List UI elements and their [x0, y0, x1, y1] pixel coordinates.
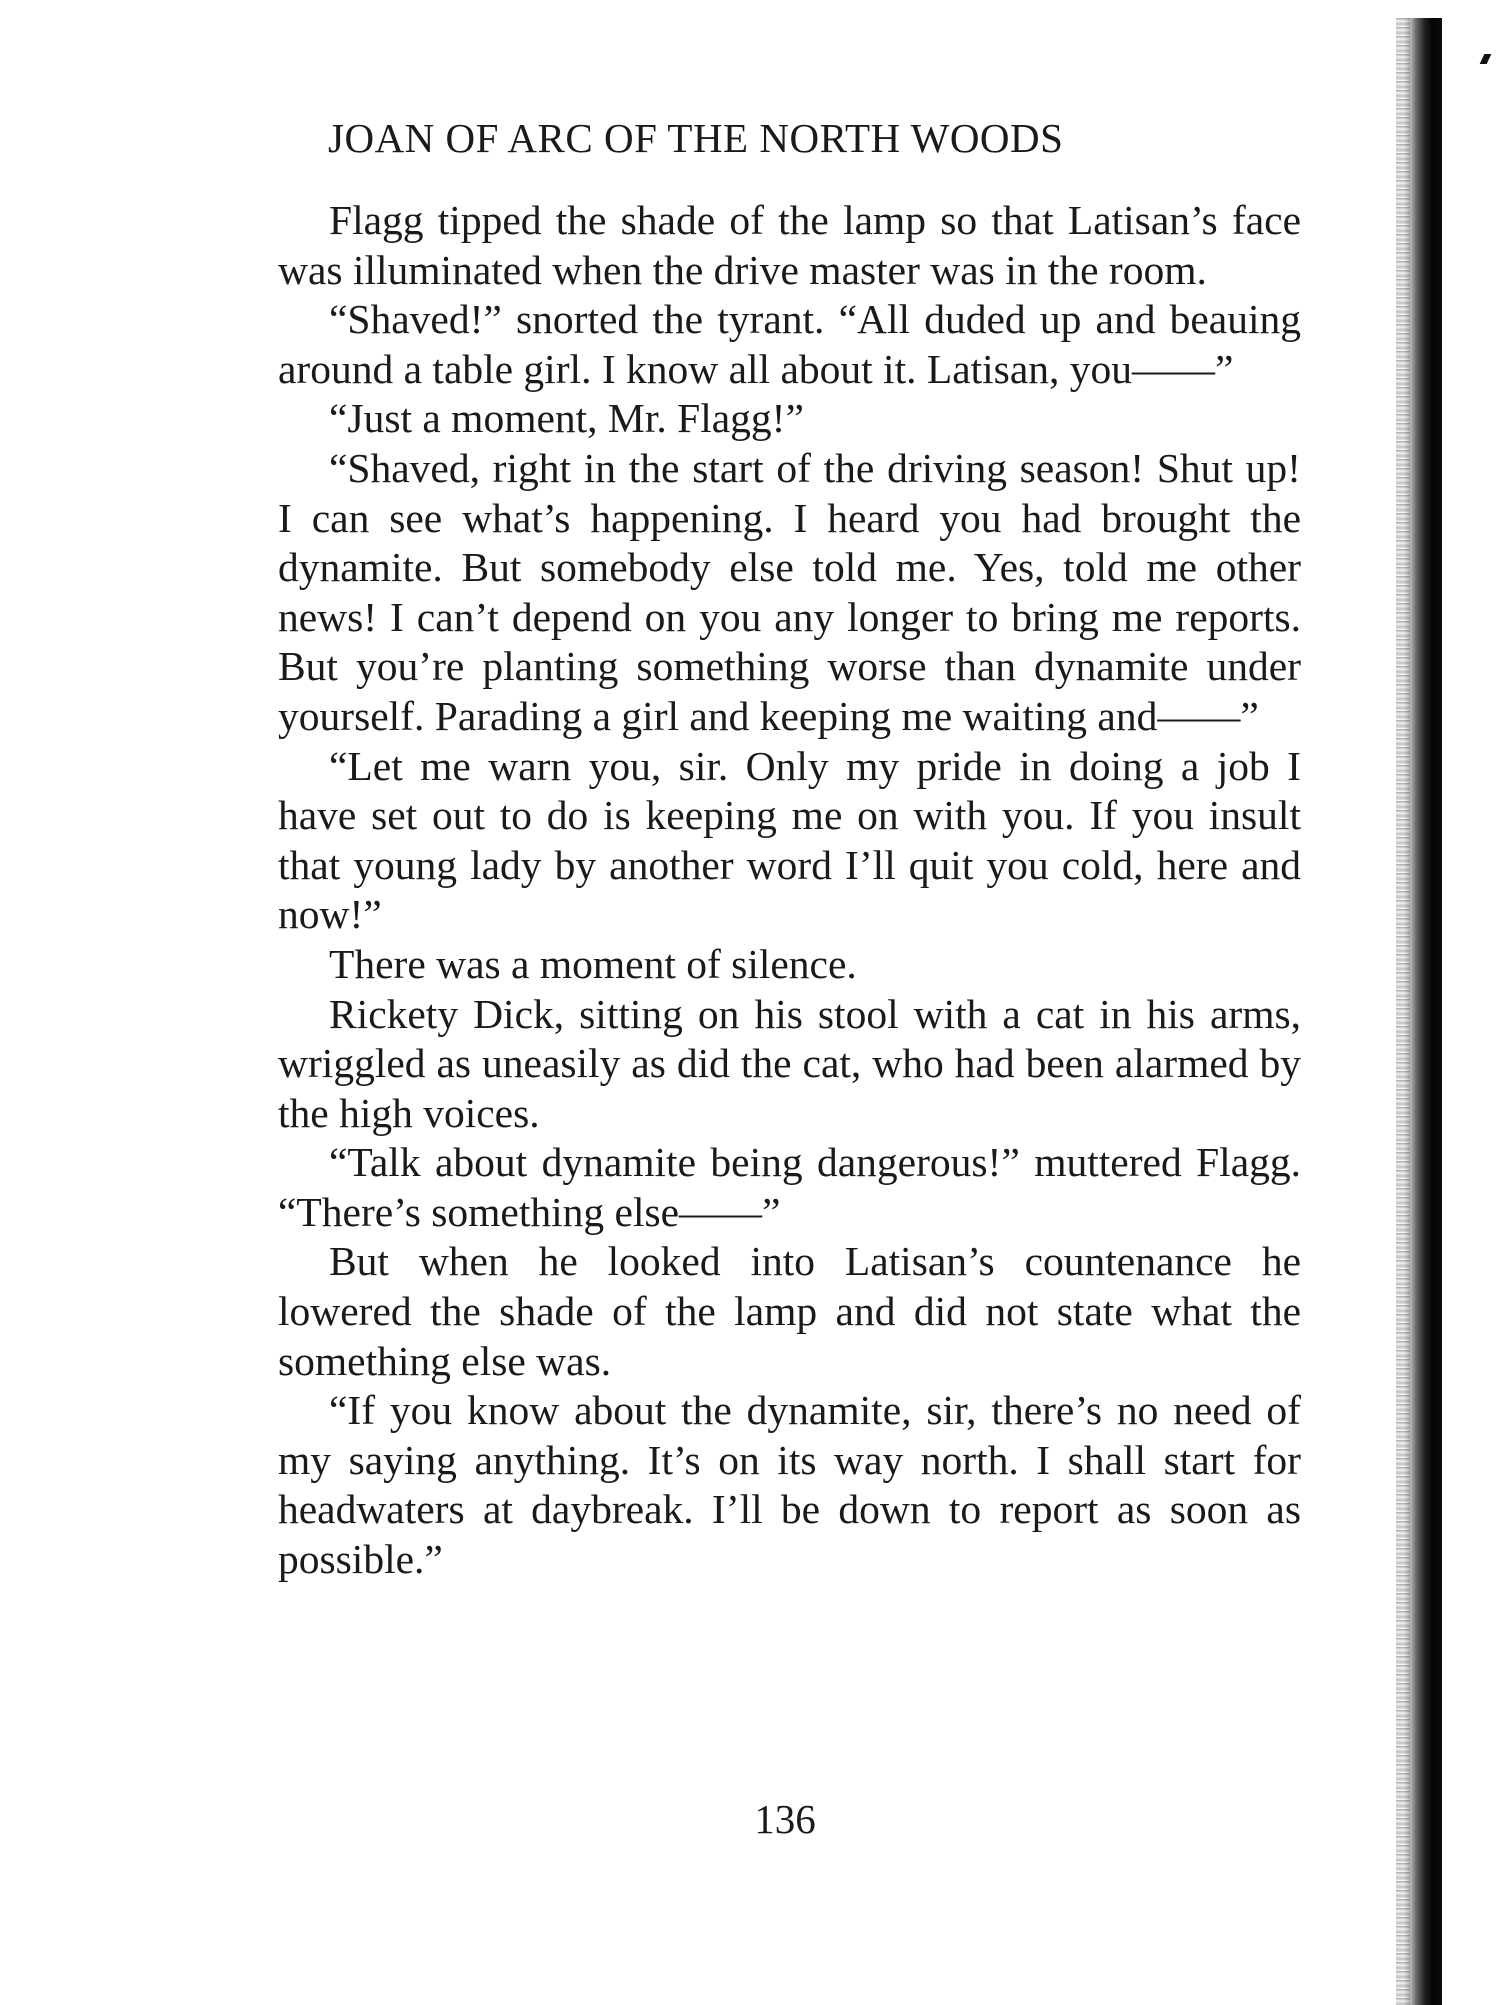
- paragraph: There was a moment of silence.: [329, 940, 857, 987]
- page-number: 136: [754, 1796, 816, 1842]
- paragraph: “Shaved!” snorted the tyrant. “All duded up and beauing around a table girl. I know all about it. Latisan, you——”: [278, 296, 1301, 392]
- running-head: JOAN OF ARC OF THE NORTH WOODS: [328, 115, 1064, 161]
- paragraph: “Talk about dynamite being dangerous!” muttered Flagg. “There’s something else——”: [278, 1139, 1301, 1235]
- paragraph: “Let me warn you, sir. Only my pride in doing a job I have set out to do is keeping me on with you. If you insult that young lady by another word I’ll quit you cold, here and now!”: [278, 742, 1301, 938]
- body-text: [278, 196, 1301, 1585]
- edge-mark: [1480, 54, 1492, 64]
- paragraph: “Just a moment, Mr. Flagg!”: [329, 395, 804, 442]
- paragraph: But when he looked into Latisan’s countenance he lowered the shade of the lamp and did not state what the something else was.: [278, 1238, 1301, 1384]
- paragraph: “If you know about the dynamite, sir, there’s no need of my saying anything. It’s on its way north. I shall start for headwaters at daybreak. I’ll be down to report as soon as possible.”: [278, 1387, 1301, 1583]
- binding-shadow: [1404, 18, 1442, 2005]
- paragraph: Flagg tipped the shade of the lamp so that Latisan’s face was illuminated when the drive master was in the room.: [278, 197, 1301, 293]
- paragraph: “Shaved, right in the start of the driving season! Shut up! I can see what’s happening. I heard you had brought the dynamite. But somebody else told me. Yes, told me other news! I can’t depend on you any longer to bring me reports. But you’re planting something worse than dynamite under yourself. Parading a girl and keeping me waiting and——”: [278, 444, 1301, 739]
- paragraph: Rickety Dick, sitting on his stool with a cat in his arms, wriggled as uneasily as did the cat, who had been alarmed by the high voices.: [278, 990, 1301, 1136]
